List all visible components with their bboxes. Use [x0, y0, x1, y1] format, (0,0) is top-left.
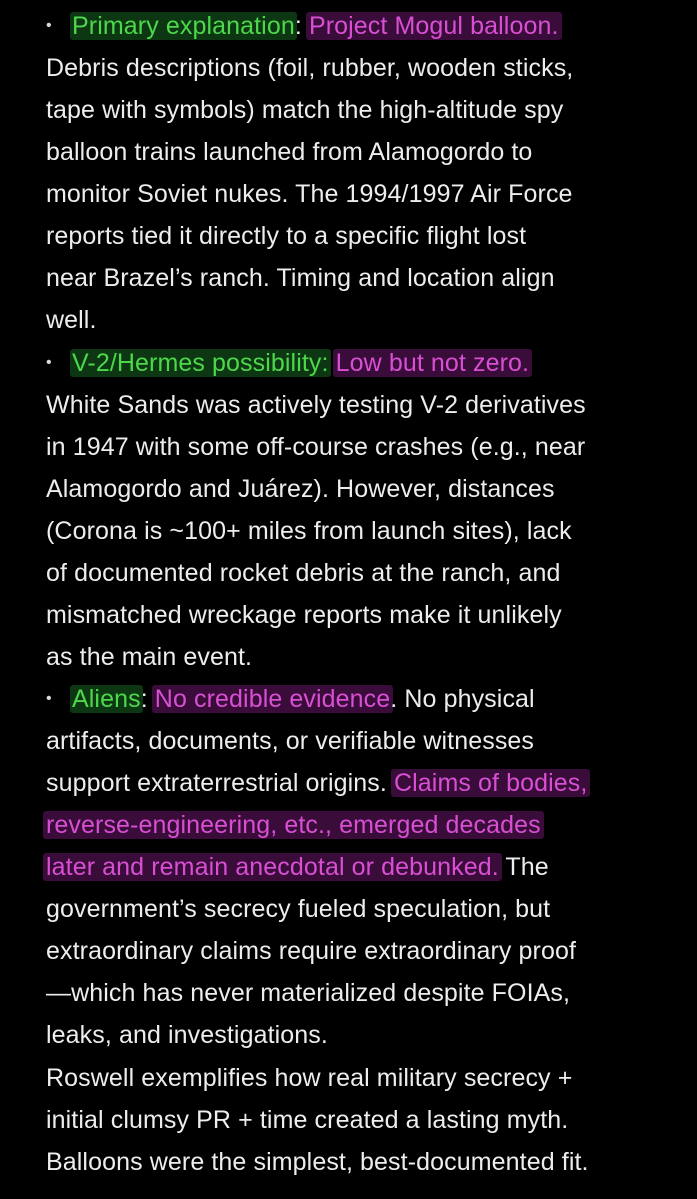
bullet-marker: •: [46, 690, 52, 707]
bullet-item-v2-hermes: [46, 345, 529, 381]
verdict-project-mogul: Project Mogul balloon.: [306, 12, 562, 40]
body-line: near Brazel’s ranch. Timing and location align: [46, 264, 555, 292]
body-line: as the main event.: [46, 643, 253, 671]
conclusion-line: Roswell exemplifies how real military secrecy +: [46, 1064, 573, 1092]
bullet-item-aliens: [46, 681, 535, 717]
body-line: balloon trains launched from Alamogordo to: [46, 138, 533, 166]
body-line: mismatched wreckage reports make it unlikely: [46, 601, 562, 629]
label-aliens: Aliens: [72, 685, 141, 713]
body-line: [46, 807, 541, 843]
body-line: monitor Soviet nukes. The 1994/1997 Air Force: [46, 180, 573, 208]
body-line: well.: [46, 306, 97, 334]
body-line: of documented rocket debris at the ranch, and: [46, 559, 561, 587]
body-line: (Corona is ~100+ miles from launch sites), lack: [46, 517, 572, 545]
label-primary-explanation: Primary explanation: [72, 12, 295, 40]
body-line: [46, 765, 587, 801]
label-v2-hermes: V-2/Hermes possibility:: [72, 349, 329, 377]
claims-highlight-part-3: later and remain anecdotal or debunked.: [43, 853, 502, 881]
body-line: Alamogordo and Juárez). However, distances: [46, 475, 555, 503]
body-line: —which has never materialized despite FOIAs,: [46, 979, 571, 1007]
body-line: tape with symbols) match the high-altitude spy: [46, 96, 564, 124]
body-line: leaks, and investigations.: [46, 1021, 328, 1049]
body-text: support extraterrestrial origins.: [46, 769, 387, 797]
verdict-tail: . No physical: [390, 685, 535, 713]
body-line: extraordinary claims require extraordinary proof: [46, 937, 577, 965]
body-line: government’s secrecy fueled speculation, but: [46, 895, 551, 923]
bullet-marker: •: [46, 17, 52, 34]
conclusion-line: Balloons were the simplest, best-documented fit.: [46, 1148, 589, 1176]
body-text: The: [498, 853, 549, 881]
body-line: Debris descriptions (foil, rubber, wooden sticks,: [46, 54, 574, 82]
body-line: artifacts, documents, or verifiable witnesses: [46, 727, 535, 755]
label-separator: :: [140, 685, 148, 713]
verdict-no-credible-evidence: No credible evidence: [152, 685, 393, 713]
body-line: [46, 849, 549, 885]
claims-highlight-part-2: reverse-engineering, etc., emerged decades: [43, 811, 544, 839]
body-line: reports tied it directly to a specific flight lost: [46, 222, 527, 250]
claims-highlight-part-1: Claims of bodies,: [391, 769, 590, 797]
conclusion-line: initial clumsy PR + time created a lasting myth.: [46, 1106, 569, 1134]
body-line: White Sands was actively testing V-2 derivatives: [46, 391, 586, 419]
verdict-low-not-zero: Low but not zero.: [333, 349, 533, 377]
bullet-marker: •: [46, 354, 52, 371]
body-line: in 1947 with some off-course crashes (e.g., near: [46, 433, 586, 461]
bullet-item-primary-explanation: [46, 8, 559, 44]
label-separator: :: [294, 12, 302, 40]
